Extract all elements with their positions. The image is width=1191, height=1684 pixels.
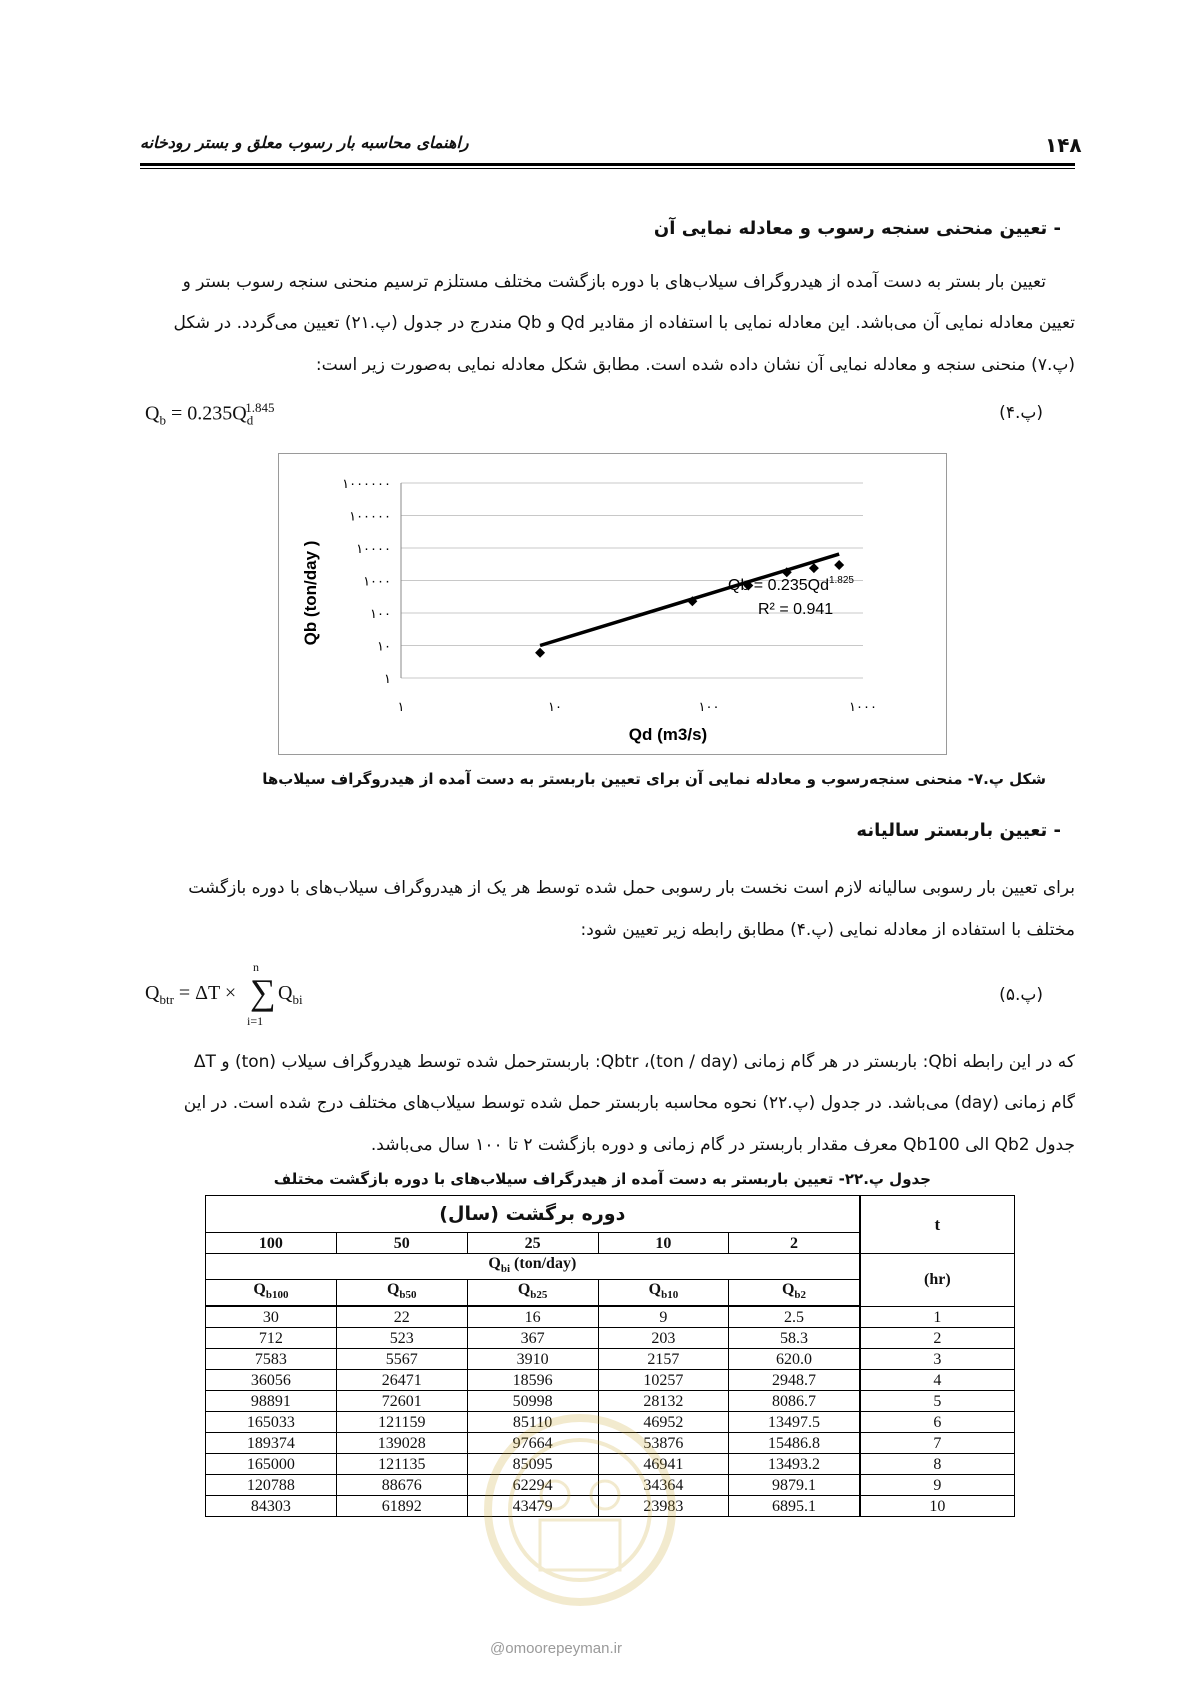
table-cell-q2: 2.5 <box>729 1306 860 1328</box>
x-tick-label: ۱۰۰ <box>698 700 720 715</box>
table-cell-q2: 2948.7 <box>729 1370 860 1391</box>
running-header-title: راهنمای محاسبه بار رسوب معلق و بستر رودخانه <box>140 133 469 152</box>
return-period-2: 2 <box>729 1233 860 1254</box>
table-cell-t: 7 <box>860 1433 1015 1454</box>
y-tick-label: ۱۰ <box>377 639 391 655</box>
paragraph-line: جدول Qb2 الی Qb100 معرف مقدار باربستر در گام زمانی و دوره بازگشت ۲ تا ۱۰۰ سال می‌باشد. <box>370 1135 1075 1155</box>
data-point <box>535 648 545 658</box>
table-cell-t: 6 <box>860 1412 1015 1433</box>
y-tick-label: ۱۰۰۰ <box>363 574 391 590</box>
page-number: ۱۴۸ <box>1045 133 1082 157</box>
table-cell-q50: 26471 <box>336 1370 467 1391</box>
table-cell-q50: 22 <box>336 1306 467 1328</box>
table-cell-q2: 9879.1 <box>729 1475 860 1496</box>
equation-qbtr: $Q_{btr} = \Delta T$ × n ∑ i=1 $Q_{bi}$ <box>145 960 303 1028</box>
table-cell-q50: 121159 <box>336 1412 467 1433</box>
table-cell-q25: 18596 <box>467 1370 598 1391</box>
paragraph-line: مختلف با استفاده از معادله نمایی (پ.۴) مطابق رابطه زیر تعیین شود: <box>580 920 1075 940</box>
table-cell-q10: 10257 <box>598 1370 729 1391</box>
table-row <box>206 1370 1015 1391</box>
table-cell-q10: 2157 <box>598 1349 729 1370</box>
return-period-25: 25 <box>467 1233 598 1254</box>
section-heading: - تعیین منحنی سنجه رسوب و معادله نمایی آن <box>653 218 1061 239</box>
col-header-qb50: $Q_{b50}$ <box>336 1280 467 1307</box>
paragraph-line: تعیین معادله نمایی آن می‌باشد. این معادله نمایی با استفاده از مقادیر Qd و Qb مندرج در جدول (پ.۲۱) تعیین می‌گردد. در شکل <box>173 313 1075 333</box>
table-cell-q50: 5567 <box>336 1349 467 1370</box>
y-tick-label: ۱۰۰ <box>370 607 391 622</box>
section-heading: - تعیین باربستر سالیانه <box>856 820 1061 841</box>
t-header: t <box>860 1196 1015 1254</box>
table-cell-q100: 98891 <box>206 1391 337 1412</box>
qbi-header: $Q_{bi}$ (ton/day) <box>206 1254 860 1280</box>
x-tick-label: ۱۰ <box>548 700 562 715</box>
table-caption: جدول پ.۲۲- تعیین باربستر به دست آمده از هیدرگراف سیلاب‌های با دوره بازگشت مختلف <box>273 1170 931 1188</box>
table-cell-q100: 36056 <box>206 1370 337 1391</box>
col-header-qb100: $Q_{b100}$ <box>206 1280 337 1307</box>
table-cell-q25: 50998 <box>467 1391 598 1412</box>
y-tick-label: ۱۰۰۰۰۰۰ <box>342 477 391 492</box>
table-cell-q2: 15486.8 <box>729 1433 860 1454</box>
header-rule-thin <box>140 168 1075 169</box>
paragraph-line: برای تعیین بار رسوبی سالیانه لازم است نخست بار رسوبی حمل شده توسط هر یک از هیدروگراف سیلاب‌های با دوره بازگشت <box>188 878 1075 898</box>
hr-header: (hr) <box>860 1254 1015 1307</box>
table-cell-t: 10 <box>860 1496 1015 1517</box>
table-cell-q2: 13497.5 <box>729 1412 860 1433</box>
data-point <box>834 560 844 570</box>
table-row <box>206 1328 1015 1349</box>
x-tick-label: ۱ <box>397 700 405 715</box>
x-tick-label: ۱۰۰۰ <box>849 700 877 715</box>
table-cell-q25: 62294 <box>467 1475 598 1496</box>
table-cell-q2: 620.0 <box>729 1349 860 1370</box>
return-period-100: 100 <box>206 1233 337 1254</box>
table-cell-t: 3 <box>860 1349 1015 1370</box>
col-header-qb10: $Q_{b10}$ <box>598 1280 729 1307</box>
table-cell-q50: 61892 <box>336 1496 467 1517</box>
table-cell-q10: 28132 <box>598 1391 729 1412</box>
table-cell-q50: 72601 <box>336 1391 467 1412</box>
table-cell-t: 2 <box>860 1328 1015 1349</box>
table-cell-q25: 367 <box>467 1328 598 1349</box>
table-cell-q50: 139028 <box>336 1433 467 1454</box>
paragraph-line: تعیین بار بستر به دست آمده از هیدروگراف سیلاب‌های با دوره بازگشت مختلف مستلزم ترسیم منحنی سنجه رسوب بستر و <box>182 272 1046 292</box>
table-cell-q25: 85095 <box>467 1454 598 1475</box>
table-cell-q25: 97664 <box>467 1433 598 1454</box>
table-cell-q2: 6895.1 <box>729 1496 860 1517</box>
table-cell-q25: 3910 <box>467 1349 598 1370</box>
paragraph-line: گام زمانی (day) می‌باشد. در جدول (پ.۲۲) نحوه محاسبه باربستر حمل شده توسط سیلاب‌های مختلف درج شده است. در این <box>183 1093 1075 1113</box>
table-cell-q25: 43479 <box>467 1496 598 1517</box>
table-cell-q100: 7583 <box>206 1349 337 1370</box>
table-cell-t: 5 <box>860 1391 1015 1412</box>
y-tick-label: ۱۰۰۰۰ <box>356 542 391 557</box>
table-cell-t: 8 <box>860 1454 1015 1475</box>
y-tick-label: ۱ <box>384 672 391 687</box>
table-cell-q100: 189374 <box>206 1433 337 1454</box>
table-row <box>206 1306 1015 1328</box>
return-period-header: دوره برگشت (سال) <box>206 1196 860 1233</box>
table-cell-q2: 13493.2 <box>729 1454 860 1475</box>
bedload-rating-chart <box>278 453 947 755</box>
table-cell-q10: 53876 <box>598 1433 729 1454</box>
table-cell-q100: 165033 <box>206 1412 337 1433</box>
equation-number: (پ.۴) <box>999 403 1043 423</box>
table-cell-q50: 523 <box>336 1328 467 1349</box>
table-cell-q100: 165000 <box>206 1454 337 1475</box>
table-cell-q25: 16 <box>467 1306 598 1328</box>
y-tick-label: ۱۰۰۰۰۰ <box>349 509 391 525</box>
paragraph-line: که در این رابطه Qbi: باربستر در هر گام زمانی (ton / day)، Qbtr: باربسترحمل شده توسط هیدروگراف سیلاب (ton) و ΔT <box>193 1052 1075 1072</box>
table-cell-q10: 34364 <box>598 1475 729 1496</box>
return-period-10: 10 <box>598 1233 729 1254</box>
table-cell-q50: 121135 <box>336 1454 467 1475</box>
table-cell-q100: 84303 <box>206 1496 337 1517</box>
table-cell-q2: 58.3 <box>729 1328 860 1349</box>
table-row <box>206 1349 1015 1370</box>
r-squared-label: R² = 0.941 <box>758 601 834 618</box>
return-period-50: 50 <box>336 1233 467 1254</box>
col-header-qb2: $Q_{b2}$ <box>729 1280 860 1307</box>
table-cell-q10: 46952 <box>598 1412 729 1433</box>
y-axis-label: Qb (ton/day ) <box>301 540 320 646</box>
table-cell-q100: 712 <box>206 1328 337 1349</box>
trendline-equation: $Qb = 0.235Qd^{1.825}$ <box>728 575 854 594</box>
equation-number: (پ.۵) <box>999 985 1043 1005</box>
seal-watermark <box>480 1400 680 1630</box>
x-axis-label: Qd (m3/s) <box>628 725 708 744</box>
paragraph-line: (پ.۷) منحنی سنجه و معادله نمایی آن نشان داده شده است. مطابق شکل معادله نمایی به‌صورت زیر است: <box>315 355 1075 375</box>
table-cell-q50: 88676 <box>336 1475 467 1496</box>
header-rule <box>140 163 1075 166</box>
equation-qb: $Q_b = 0.235Q_d^{1.845}$ <box>145 400 275 428</box>
table-cell-t: 4 <box>860 1370 1015 1391</box>
footer-watermark: @omoorepeyman.ir <box>490 1640 622 1657</box>
table-cell-t: 1 <box>860 1306 1015 1328</box>
table-cell-q25: 85110 <box>467 1412 598 1433</box>
table-cell-q100: 30 <box>206 1306 337 1328</box>
table-cell-q10: 23983 <box>598 1496 729 1517</box>
table-cell-q10: 46941 <box>598 1454 729 1475</box>
table-cell-q10: 9 <box>598 1306 729 1328</box>
table-cell-t: 9 <box>860 1475 1015 1496</box>
col-header-qb25: $Q_{b25}$ <box>467 1280 598 1307</box>
table-cell-q100: 120788 <box>206 1475 337 1496</box>
table-cell-q2: 8086.7 <box>729 1391 860 1412</box>
table-cell-q10: 203 <box>598 1328 729 1349</box>
figure-caption: شکل پ.۷- منحنی سنجه‌رسوب و معادله نمایی آن برای تعیین باربستر به دست آمده از هیدروگراف سیلاب‌ها <box>262 770 1046 788</box>
